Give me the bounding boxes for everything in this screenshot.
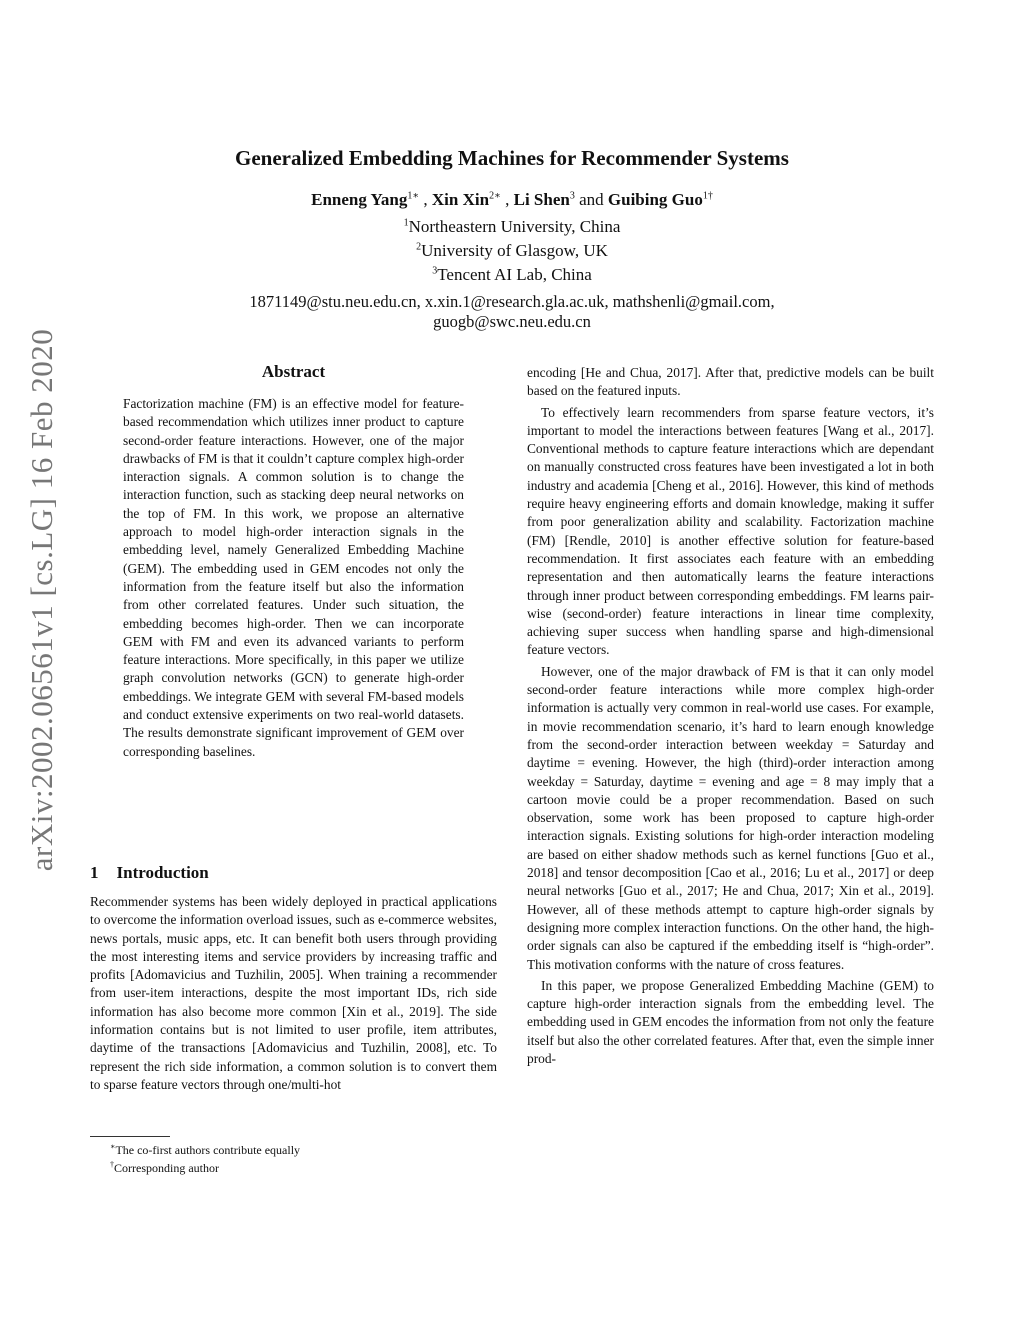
paper-title: Generalized Embedding Machines for Recommender Systems <box>235 146 789 170</box>
footnote-text: The co-first authors contribute equally <box>115 1143 301 1157</box>
footnote-1 <box>110 1142 300 1158</box>
author-name: Enneng Yang <box>311 190 408 209</box>
paragraph: However, one of the major drawback of FM is that it can only model second-order feature interactions while more complex high-order information is actually very common in real-world use cases. For example, in movie recommendation scenario, it’s hard to learn enough knowledge from the second-order interaction between weekday = Saturday and daytime = evening. However, the high (third)-order interaction among weekday = Saturday, daytime = evening and age = 8 may imply that a cartoon movie could be a proper recommendation. Based on such observation, some work has been proposed to capture high-order interaction signals. Existing solutions for high-order interaction modeling are based on either shadow methods such as kernel functions [Guo et al., 2018] and tensor decomposition [Cao et al., 2016; Lu et al., 2017] or deep neural networks [Guo et al., 2017; He and Chua, 2017; Xin et al., 2019]. However, all of these methods attempt to capture high-order signals by designing more complex interaction functions. On the other hand, the high-order signals can also be captured if the embedding itself is “high-order”. This motivation conforms with the nature of cross features. <box>527 663 934 972</box>
paragraph: encoding [He and Chua, 2017]. After that, predictive models can be built based on the featured inputs. <box>527 365 934 399</box>
author-separator: , <box>500 190 514 209</box>
author-marker: 1∗ <box>407 190 420 202</box>
affiliation-text: University of Glasgow, UK <box>421 241 608 260</box>
author-list <box>0 190 1024 210</box>
affiliation-marker: 3 <box>432 265 438 277</box>
arxiv-identifier: arXiv:2002.06561v1 [cs.LG] 16 Feb 2020 <box>24 328 59 872</box>
affiliation-1 <box>0 217 1024 237</box>
affiliation-text: Tencent AI Lab, China <box>437 265 592 284</box>
affiliation-2 <box>0 241 1024 261</box>
author-marker: 1† <box>702 190 713 202</box>
email-line-2: guogb@swc.neu.edu.cn <box>433 312 591 331</box>
abstract-text: Factorization machine (FM) is an effective model for feature-based recommendation which utilizes inner product to capture second-order feature interactions. However, one of the major drawbacks of FM is that it couldn’t capture complex high-order interaction signals. A common solution is to change the interaction function, such as stacking deep neural networks on the top of FM. In this work, we propose an alternative approach to model high-order interaction signals in the embedding level, namely Generalized Embedding Machine (GEM). The embedding used in GEM encodes not only the information from the feature itself but also the information from other correlated features. Under such situation, the embedding becomes high-order. Then we can incorporate GEM with FM and even its advanced variants to perform feature interactions. More specifically, in this paper we utilize graph convolution networks (GCN) to generate high-order embeddings. We integrate GEM with several FM-based models and conduct extensive experiments on two real-world datasets. The results demonstrate significant improvement of GEM over corresponding baselines. <box>123 396 464 759</box>
author-separator: and <box>574 190 608 209</box>
paragraph: To effectively learn recommenders from sparse feature vectors, it’s important to model the interactions between features [Wang et al., 2017]. Conventional methods to capture feature interactions which are dependant on manually constructed cross features have been investigated a lot in both industry and academia [Cheng et al., 2016]. However, this kind of methods require heavy engineering efforts and domain knowledge, making it suffer from poor generalization ability and scalability. Factorization machine (FM) [Rendle, 2010] is another effective solution for feature-based recommendation. It first associates each feature with an embedding representation and then automatically learns the feature interactions through inner product between corresponding embeddings. FM learns pair-wise (second-order) feature interactions in linear time complexity, achieving super success when handling sparse and high-dimensional feature vectors. <box>527 404 934 658</box>
abstract-heading: Abstract <box>261 362 326 381</box>
introduction-body <box>90 893 497 1094</box>
footnote-rule <box>90 1136 170 1137</box>
footnote-marker: † <box>110 1160 114 1169</box>
affiliation-text: Northeastern University, China <box>408 217 621 236</box>
affiliation-marker: 1 <box>403 217 409 229</box>
footnote-2 <box>110 1160 219 1176</box>
author-marker: 2∗ <box>489 190 501 202</box>
section-heading <box>90 863 227 883</box>
author-separator: , <box>419 190 432 209</box>
section-number: 1 <box>90 863 99 882</box>
author-name: Xin Xin <box>431 190 490 209</box>
section-title: Introduction <box>116 863 209 882</box>
footnote-text: Corresponding author <box>114 1161 219 1175</box>
author-name: Guibing Guo <box>607 190 703 209</box>
author-name: Li Shen <box>513 190 570 209</box>
paragraph: In this paper, we propose Generalized Embedding Machine (GEM) to capture high-order interaction signals from the embedding level. The embedding used in GEM encodes the information from not only the feature itself but also the other correlated features. After that, even the simple inner prod- <box>527 977 934 1066</box>
affiliation-marker: 2 <box>416 241 422 253</box>
right-column <box>527 364 934 1068</box>
abstract-body <box>123 395 464 761</box>
arxiv-sidebar <box>22 250 62 950</box>
email-line-1: 1871149@stu.neu.edu.cn, x.xin.1@research.gla.ac.uk, mathshenli@gmail.com, <box>249 292 775 311</box>
footnote-marker: ∗ <box>110 1142 116 1151</box>
affiliation-3 <box>0 265 1024 285</box>
paragraph: Recommender systems has been widely deployed in practical applications to overcome the information overload issues, such as e-commerce websites, news portals, music apps, etc. It can benefit both users through providing the most interesting items and service providers by increasing traffic and profits [Adomavicius and Tuzhilin, 2005]. When training a recommender from user-item interactions, despite the most important IDs, rich side information has also become more common [Xin et al., 2019]. The side information contains but is not limited to user profile, item attributes, daytime of the transactions [Adomavicius and Tuzhilin, 2008], etc. To represent the rich side information, a common solution is to convert them to sparse feature vectors through one/multi-hot <box>90 894 497 1092</box>
author-marker: 3 <box>569 190 575 202</box>
